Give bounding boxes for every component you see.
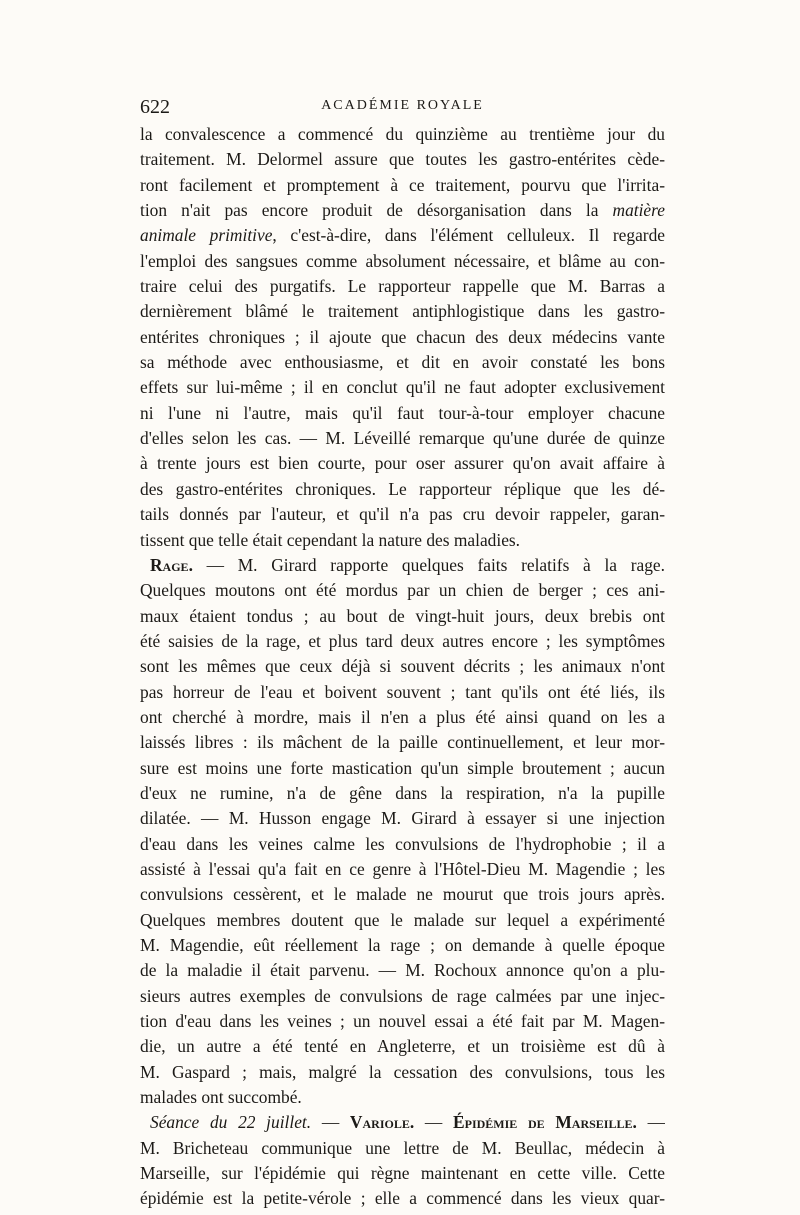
em-dash: —	[647, 1112, 665, 1133]
text-line: maux étaient tondus ; au bout de vingt-huit jours, deux brebis ont	[140, 605, 665, 626]
text-line: laissés libres : ils mâchent de la paille continuellement, et leur mor-	[140, 732, 665, 753]
text-line: Quelques membres doutent que le malade sur lequel a expérimenté	[140, 909, 665, 930]
text-line: Quelques moutons ont été mordus par un chien de berger ; ces ani-	[140, 580, 665, 601]
text-line: des gastro-entérites chroniques. Le rapporteur réplique que les dé-	[140, 478, 665, 499]
section-heading-variole: Variole.	[349, 1112, 415, 1133]
text-fragment: , c'est-à-dire, dans l'élément celluleux. Il regarde	[272, 225, 665, 246]
running-title: ACADÉMIE ROYALE	[321, 98, 484, 113]
text-line: sieurs autres exemples de convulsions de rage calmées par une injec-	[140, 985, 665, 1006]
text-line: tissent que telle était cependant la nature des maladies.	[140, 529, 521, 550]
em-dash: —	[424, 1112, 443, 1133]
text-line: M. Bricheteau communique une lettre de M. Beullac, médecin à	[140, 1137, 665, 1158]
text-line: ni l'une ni l'autre, mais qu'il faut tour-à-tour employer chacune	[140, 402, 665, 423]
section-heading-rage: Rage.	[150, 554, 193, 575]
text-line	[140, 1110, 665, 1135]
text-line: malades ont succombé.	[140, 1087, 302, 1108]
text-line: M. Gaspard ; mais, malgré la cessation des convulsions, tous les	[140, 1061, 665, 1082]
em-dash: —	[321, 1112, 340, 1133]
text-line: traitement. M. Delormel assure que toutes les gastro-entérites cède-	[140, 149, 665, 170]
text-line: tails donnés par l'auteur, et qu'il n'a pas cru devoir rappeler, garan-	[140, 504, 665, 525]
italic-term: matière	[612, 200, 665, 221]
text-line: pas horreur de l'eau et boivent souvent ; tant qu'ils ont été liés, ils	[140, 681, 665, 702]
text-line: ont cherché à mordre, mais il n'en a plus été ainsi quand on les a	[140, 706, 665, 727]
text-line: tion d'eau dans les veines ; un nouvel essai a été fait par M. Magen-	[140, 1011, 665, 1032]
text-line: die, un autre a été tenté en Angleterre, et un troisième est dû à	[140, 1036, 665, 1057]
text-line: traire celui des purgatifs. Le rapporteur rappelle que M. Barras a	[140, 276, 665, 297]
text-line: dernièrement blâmé le traitement antiphlogistique dans les gastro-	[140, 301, 665, 322]
session-date: Séance du 22 juillet.	[150, 1112, 312, 1133]
text-line: dilatée. — M. Husson engage M. Girard à essayer si une injection	[140, 808, 665, 829]
text-line: épidémie est la petite-vérole ; elle a commencé dans les vieux quar-	[140, 1188, 665, 1209]
running-head	[140, 92, 665, 122]
text-line: d'elles selon les cas. — M. Léveillé remarque qu'une durée de quinze	[140, 428, 665, 449]
text-line: de la maladie il était parvenu. — M. Rochoux annonce qu'on a plu-	[140, 960, 665, 981]
text-line: été saisies de la rage, et plus tard deux autres encore ; les symptômes	[140, 630, 665, 651]
text-line: la convalescence a commencé du quinzième au trentième jour du	[140, 124, 665, 144]
text-line: Marseille, sur l'épidémie qui règne maintenant en cette ville. Cette	[140, 1163, 665, 1184]
text-line: sure est moins une forte mastication qu'un simple broutement ; aucun	[140, 757, 665, 778]
text-line: assisté à l'essai qu'a fait en ce genre à l'Hôtel-Dieu M. Magendie ; les	[140, 858, 665, 879]
italic-term: animale primitive	[140, 225, 273, 246]
text-line	[140, 553, 665, 578]
text-line	[140, 223, 665, 248]
text-line	[140, 198, 665, 223]
text-line: d'eau dans les veines calme les convulsions de l'hydrophobie ; il a	[140, 833, 665, 854]
text-line: ront facilement et promptement à ce traitement, pourvu que l'irrita-	[140, 174, 665, 195]
text-line: effets sur lui-même ; il en conclut qu'il ne faut adopter exclusivement	[140, 377, 665, 398]
section-heading-epidemie: Épidémie de Marseille.	[453, 1112, 637, 1133]
text-line: l'emploi des sangsues comme absolument nécessaire, et blâme au con-	[140, 250, 665, 271]
text-line: sa méthode avec enthousiasme, et dit en avoir constaté les bons	[140, 352, 665, 373]
text-line: sont les mêmes que ceux déjà si souvent décrits ; les animaux n'ont	[140, 656, 665, 677]
text-fragment: — M. Girard rapporte quelques faits relatifs à la rage.	[206, 554, 665, 575]
book-page	[140, 92, 665, 1212]
text-line: entérites chroniques ; il ajoute que chacun des deux médecins vante	[140, 326, 665, 347]
page-number: 622	[140, 96, 170, 118]
text-line: à trente jours est bien courte, pour oser assurer qu'on avait affaire à	[140, 453, 665, 474]
text-line: convulsions cessèrent, et le malade ne mourut que trois jours après.	[140, 884, 665, 905]
text-fragment: tion n'ait pas encore produit de désorganisation dans la	[140, 200, 599, 221]
text-line: d'eux ne rumine, n'a de gêne dans la respiration, n'a la pupille	[140, 782, 665, 803]
text-line: M. Magendie, eût réellement la rage ; on demande à quelle époque	[140, 935, 665, 955]
